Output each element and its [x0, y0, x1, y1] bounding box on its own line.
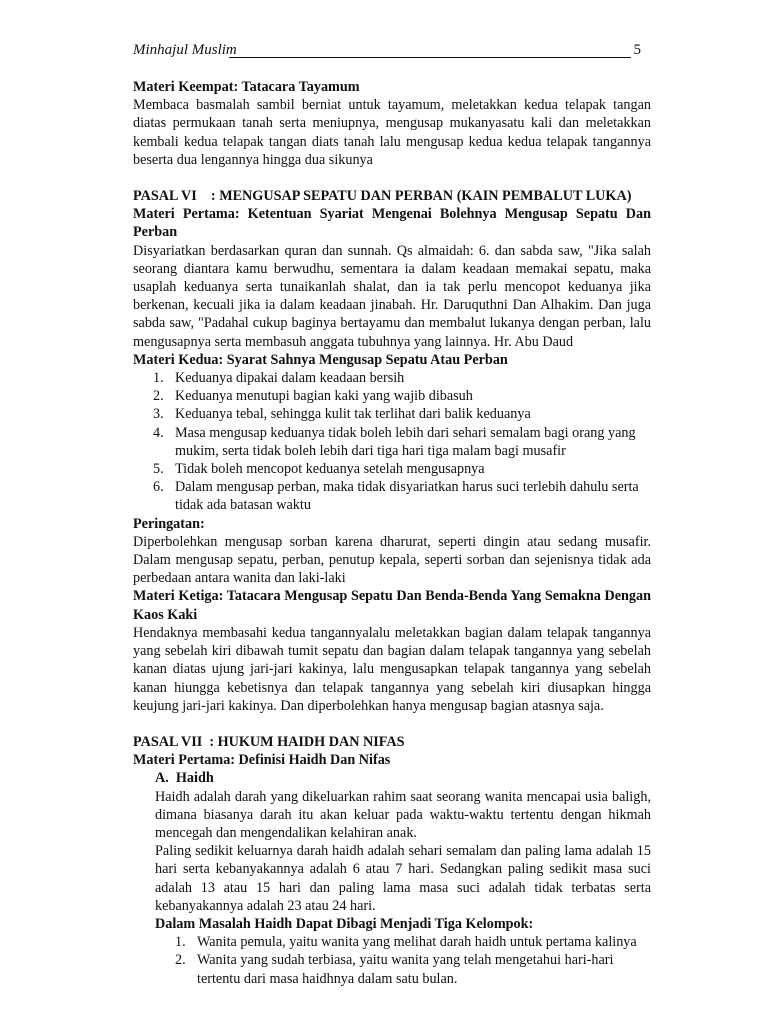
list-item-text: Wanita yang sudah terbiasa, yaitu wanita yang telah mengetahui hari-hari tertentu dari masa haidhnya dalam satu bulan.: [197, 952, 614, 987]
section-heading: Materi Kedua: Syarat Sahnya Mengusap Sepatu Atau Perban: [133, 351, 508, 368]
section-heading: Materi Ketiga: Tatacara Mengusap Sepatu Dan Benda-Benda Yang Semakna Dengan Kaos Kaki: [133, 588, 651, 623]
list-item: 1. Wanita pemula, yaitu wanita yang melihat darah haidh untuk pertama kalinya: [175, 934, 637, 951]
spacer: [133, 169, 651, 187]
page-body: [133, 78, 651, 988]
paragraph: Paling sedikit keluarnya darah haidh adalah sehari semalam dan paling lama adalah 15 hari serta kebanyakannya adalah 6 atau 7 hari. Sedangkan paling sedikit masa suci adalah 13 atau 15 hari dan paling lama masa suci adalah tidak terbatas serta kebanyakannya adalah 23 atau 24 hari.: [155, 843, 651, 914]
list-item: 1. Keduanya dipakai dalam keadaan bersih: [153, 370, 405, 387]
list-heading: Dalam Masalah Haidh Dapat Dibagi Menjadi Tiga Kelompok:: [155, 915, 534, 932]
numbered-list: [155, 933, 651, 988]
paragraph: Membaca basmalah sambil berniat untuk tayamum, meletakkan kedua telapak tangan diatas permukaan tanah serta meniupnya, mengusap mukanyasatu kali dan meletakkan kembali kedua telapak tangan diats tanah lalu mengusap kedua kedua telapak tangannya beserta dua lengannya hingga dua sikunya: [133, 97, 651, 168]
list-item: 2. Keduanya menutupi bagian kaki yang wajib dibasuh: [153, 388, 473, 405]
note-heading: Peringatan:: [133, 515, 205, 532]
paragraph: Disyariatkan berdasarkan quran dan sunnah. Qs almaidah: 6. dan sabda saw, "Jika salah seorang diantara kamu berwudhu, sementara ia dalam keadaan memakai sepatu, maka usaplah keduanya serta tunaikanlah shalat, dan ia tak perlu mencopot keduanya jika berkenan, kecuali jika ia dalam keadaan jinabah. Hr. Daruquthni Dan Alhakim. Dan juga sabda saw, "Padahal cukup baginya bertayamu dan membalut lukanya dengan perban, lalu mengusapnya serta membasuh anggata tubuhnya yang lainnya. Hr. Abu Daud: [133, 242, 651, 350]
section-heading: Materi Pertama: Ketentuan Syariat Mengenai Bolehnya Mengusap Sepatu Dan Perban: [133, 206, 651, 241]
list-item: 2. Wanita yang sudah terbiasa, yaitu wanita yang telah mengetahui hari-hari tertentu dari masa haidhnya dalam satu bulan.: [175, 952, 614, 987]
numbered-list: [133, 369, 651, 515]
list-item-text: Keduanya dipakai dalam keadaan bersih: [175, 370, 405, 387]
paragraph: Haidh adalah darah yang dikeluarkan rahim saat seorang wanita mencapai usia baligh, dimana biasanya darah itu akan keluar pada waktu-waktu tertentu dengan hikmah mencegah dan mengendalikan kelahiran anak.: [155, 788, 651, 841]
subsection-heading: A. Haidh: [155, 770, 214, 787]
running-header: [133, 40, 641, 64]
list-item-text: Tidak boleh mencopot keduanya setelah mengusapnya: [175, 461, 485, 478]
spacer: [133, 715, 651, 733]
list-item-text: Masa mengusap keduanya tidak boleh lebih dari sehari semalam bagi orang yang mukim, serta tidak boleh lebih dari tiga hari tiga malam bagi musafir: [175, 424, 636, 459]
section-heading: Materi Keempat: Tatacara Tayamum: [133, 79, 360, 95]
header-book-title: Minhajul Muslim: [133, 42, 237, 58]
paragraph: Diperbolehkan mengusap sorban karena dharurat, seperti dingin atau sedang musafir. Dalam mengusap sepatu, perban, penutup kepala, seperti sorban dan sejenisnya tidak ada perbedaan antara wanita dan laki-laki: [133, 533, 651, 587]
list-item-text: Wanita pemula, yaitu wanita yang melihat darah haidh untuk pertama kalinya: [197, 934, 637, 951]
chapter-heading: PASAL VII : HUKUM HAIDH DAN NIFAS: [133, 733, 405, 750]
chapter-heading: PASAL VI : MENGUSAP SEPATU DAN PERBAN (KAIN PEMBALUT LUKA): [133, 188, 632, 205]
list-item: 4. Masa mengusap keduanya tidak boleh lebih dari sehari semalam bagi orang yang mukim, serta tidak boleh lebih dari tiga hari tiga malam bagi musafir: [153, 424, 636, 459]
page-number: 5: [633, 42, 641, 58]
section-heading: Materi Pertama: Definisi Haidh Dan Nifas: [133, 752, 391, 769]
paragraph: Hendaknya membasahi kedua tangannyalalu meletakkan bagian dalam telapak tangannya yang sebelah kiri dibawah tumit sepatu dan bagian dalam telapak tangannya yang sebelah kanan diatas ujung jari-jari kakinya, lalu mengusapkan telapak tangannya yang sebelah kanan hiungga kebetisnya dan telapak tangannya yang sebelah kiri diusapkan hingga keujung jari-jari kakinya. Dan diperbolehkan hanya mengusap bagian atasnya saja.: [133, 624, 651, 714]
list-item: 6. Dalam mengusap perban, maka tidak disyariatkan harus suci terlebih dahulu serta tidak ada batasan waktu: [153, 479, 639, 514]
list-item-text: Dalam mengusap perban, maka tidak disyariatkan harus suci terlebih dahulu serta tidak ada batasan waktu: [175, 479, 639, 514]
list-item-text: Keduanya menutupi bagian kaki yang wajib dibasuh: [175, 388, 473, 405]
subsection: [133, 769, 651, 987]
list-item: 3. Keduanya tebal, sehingga kulit tak terlihat dari balik keduanya: [153, 406, 531, 423]
list-item: 5. Tidak boleh mencopot keduanya setelah mengusapnya: [153, 461, 485, 478]
list-item-text: Keduanya tebal, sehingga kulit tak terlihat dari balik keduanya: [175, 406, 531, 423]
header-rule: [229, 57, 631, 58]
